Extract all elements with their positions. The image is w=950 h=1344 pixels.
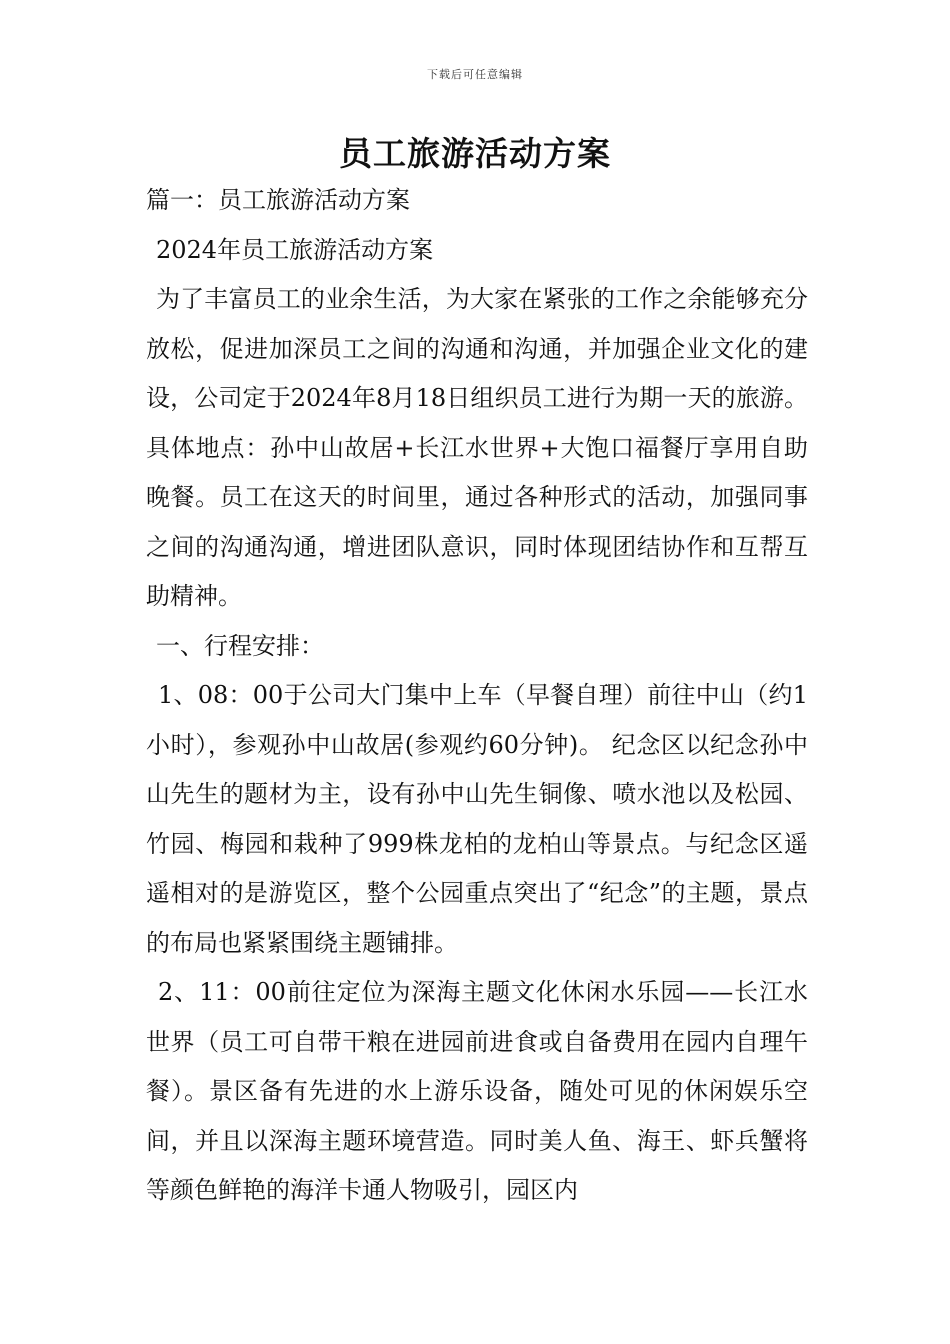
section-heading: 篇一：员工旅游活动方案 — [146, 186, 410, 214]
itinerary-item-1: 1、08：00于公司大门集中上车（早餐自理）前往中山（约1小时），参观孙中山故居(参观约60分钟)。 纪念区以纪念孙中山先生的题材为主，设有孙中山先生铜像、喷水池以及松园、竹园、梅园和栽种了999株龙柏的龙柏山等景点。与纪念区遥遥相对的是游览区，整个公园重点突出了“纪念”的主题，景点的布局也紧紧围绕主题铺排。 — [146, 681, 808, 957]
itinerary-heading: 一、行程安排： — [156, 631, 324, 660]
document-title: 员工旅游活动方案 — [339, 134, 611, 173]
itinerary-item-2: 2、11：00前往定位为深海主题文化休闲水乐园——长江水世界（员工可自带干粮在进园前进食或自备费用在园内自理午餐）。景区备有先进的水上游乐设备，随处可见的休闲娱乐空间，并且以深海主题环境营造。同时美人鱼、海王、虾兵蟹将等颜色鲜艳的海洋卡通人物吸引，园区内 — [146, 978, 808, 1204]
subtitle: 2024年员工旅游活动方案 — [156, 235, 434, 264]
document-body — [146, 176, 808, 1216]
intro-paragraph: 为了丰富员工的业余生活，为大家在紧张的工作之余能够充分放松，促进加深员工之间的沟通和沟通，并加强企业文化的建设，公司定于2024年8月18日组织员工进行为期一天的旅游。具体地点：孙中山故居+长江水世界+大饱口福餐厅享用自助晚餐。员工在这天的时间里，通过各种形式的活动，加强同事之间的沟通沟通，增进团队意识，同时体现团结协作和互帮互助精神。 — [146, 285, 808, 610]
header-note: 下载后可任意编辑 — [427, 68, 523, 81]
